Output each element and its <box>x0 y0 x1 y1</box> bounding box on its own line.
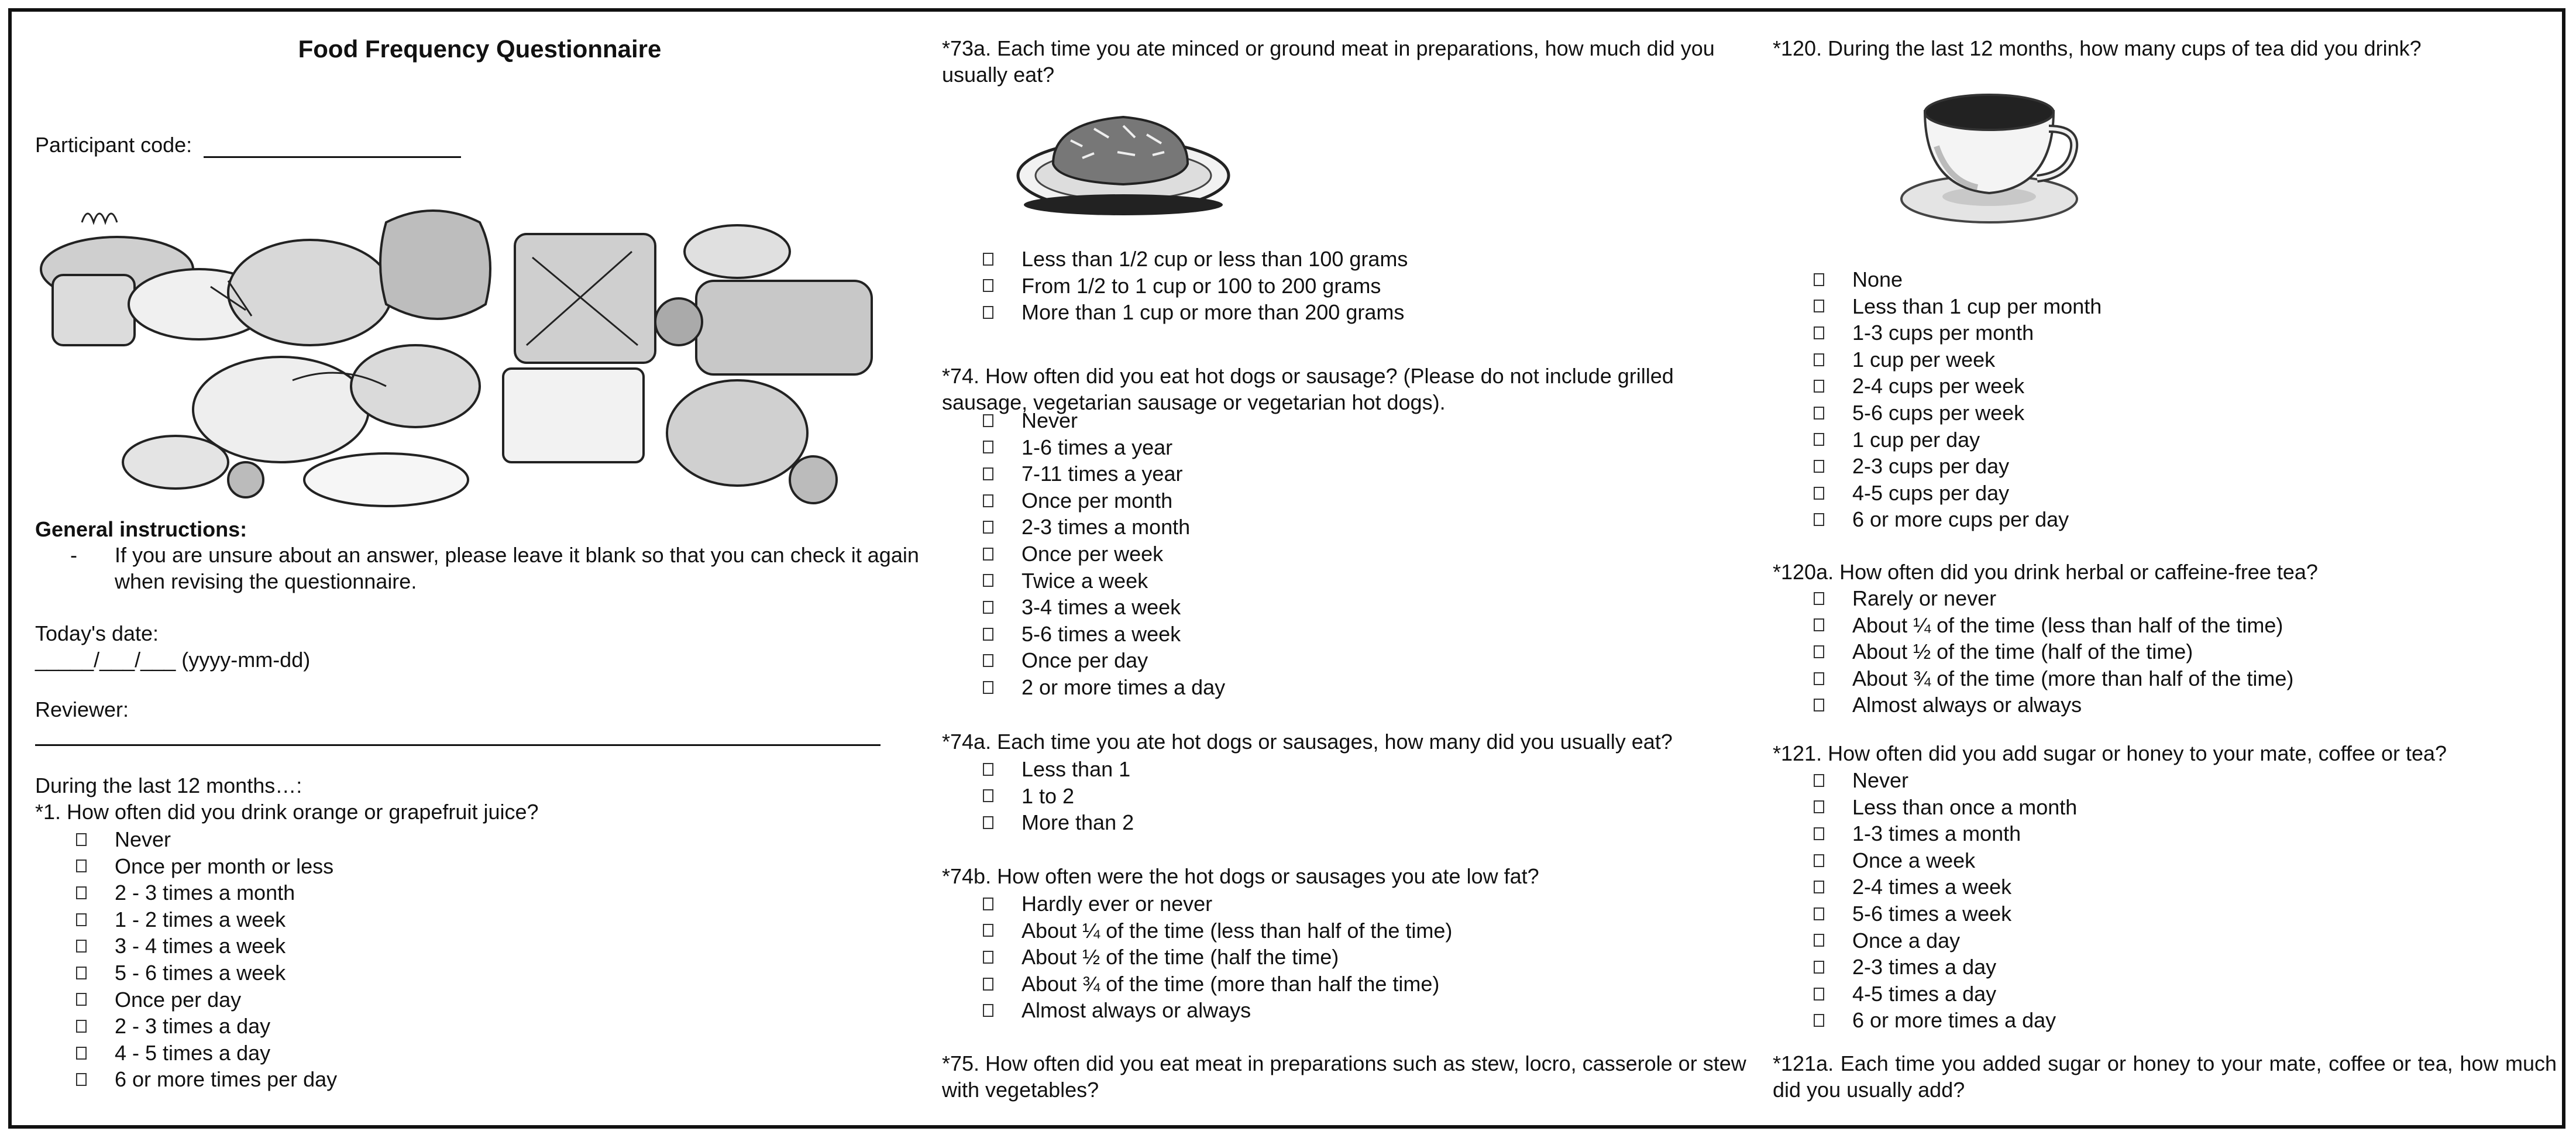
questionnaire-page <box>8 8 2565 1129</box>
q120-option-label: 4-5 cups per day <box>1852 480 2010 505</box>
checkbox-icon[interactable] <box>76 1047 87 1060</box>
q74b-text: *74b. How often were the hot dogs or sausages you ate low fat? <box>942 864 1539 888</box>
q74-option-label: Once per week <box>1022 541 1164 566</box>
q74-option[interactable] <box>983 568 1225 594</box>
reviewer-field[interactable] <box>35 744 881 746</box>
q74-option[interactable] <box>983 460 1225 487</box>
q73a-text: *73a. Each time you ate minced or ground meat in preparations, how much did you usually eat? <box>942 36 1715 87</box>
q121-option[interactable] <box>1814 900 2077 927</box>
q1-option-label: 4 - 5 times a day <box>115 1040 271 1065</box>
q74a-option-label: More than 2 <box>1022 810 1134 835</box>
q120-option[interactable] <box>1814 427 2102 453</box>
todays-date-field[interactable]: _____/___/___ (yyyy-mm-dd) <box>35 648 311 672</box>
q1-option[interactable] <box>76 986 337 1013</box>
checkbox-icon[interactable] <box>1814 672 1824 685</box>
q120-option[interactable] <box>1814 293 2102 320</box>
checkbox-icon[interactable] <box>1814 513 1824 526</box>
q1-option-label: 6 or more times per day <box>115 1067 338 1092</box>
participant-code-row <box>35 132 461 158</box>
q73a-option[interactable] <box>983 273 1408 300</box>
q121-option-label: 1-3 times a month <box>1852 821 2021 846</box>
q74b-option-label: About ½ of the time (half the time) <box>1022 945 1339 969</box>
checkbox-icon[interactable] <box>1814 487 1824 500</box>
q120a-options <box>1814 585 2293 718</box>
q121-option[interactable] <box>1814 1007 2077 1034</box>
checkbox-icon[interactable] <box>1814 774 1824 787</box>
checkbox-icon[interactable] <box>76 967 87 979</box>
q74-option-label: Never <box>1022 408 1078 432</box>
page-title: Food Frequency Questionnaire <box>298 35 662 63</box>
checkbox-icon[interactable] <box>1814 827 1824 840</box>
checkbox-icon[interactable] <box>983 521 993 534</box>
q73a-option-label: Less than 1/2 cup or less than 100 grams <box>1022 247 1408 271</box>
q73a-option[interactable] <box>983 299 1408 326</box>
checkbox-icon[interactable] <box>1814 800 1824 813</box>
todays-date-label: Today's date: <box>35 621 159 645</box>
checkbox-icon[interactable] <box>983 789 993 802</box>
q74-option-label: 5-6 times a week <box>1022 621 1181 646</box>
q120-option[interactable] <box>1814 346 2102 373</box>
q74b-option[interactable] <box>983 891 1452 917</box>
q74-option[interactable] <box>983 487 1225 514</box>
q74-text: *74. How often did you eat hot dogs or sausage? (Please do not include grilled sausage, vegetarian sausage or vegetarian hot dogs). <box>942 364 1674 414</box>
q1-option[interactable] <box>76 1013 337 1040</box>
q120a-text: *120a. How often did you drink herbal or caffeine-free tea? <box>1773 560 2318 584</box>
q120a-option[interactable] <box>1814 612 2293 639</box>
q120-option-label: 2-3 cups per day <box>1852 454 2010 479</box>
q74-option-label: Once per month <box>1022 488 1173 513</box>
q1-option-label: 2 - 3 times a day <box>115 1014 271 1039</box>
q74-option[interactable] <box>983 621 1225 648</box>
q74-option[interactable] <box>983 594 1225 621</box>
checkbox-icon[interactable] <box>983 574 993 587</box>
q74a-option[interactable] <box>983 783 1134 810</box>
q120-option[interactable] <box>1814 266 2102 293</box>
q121-option[interactable] <box>1814 767 2077 794</box>
q121-option[interactable] <box>1814 981 2077 1008</box>
tea-cup-illustration <box>1896 82 2083 228</box>
checkbox-icon[interactable] <box>983 279 993 292</box>
checkbox-icon[interactable] <box>1814 592 1824 605</box>
during-last-12-months: During the last 12 months…: <box>35 773 302 797</box>
q120-option[interactable] <box>1814 453 2102 480</box>
checkbox-icon[interactable] <box>983 601 993 614</box>
checkbox-icon[interactable] <box>983 253 993 266</box>
q1-option-label: Once per month or less <box>115 854 334 878</box>
q74-option[interactable] <box>983 514 1225 541</box>
q121-option-label: 6 or more times a day <box>1852 1008 2056 1033</box>
q73a-option-label: More than 1 cup or more than 200 grams <box>1022 300 1405 325</box>
q74-option-label: 2-3 times a month <box>1022 515 1191 539</box>
q120-option[interactable] <box>1814 480 2102 507</box>
q74b-option[interactable] <box>983 944 1452 971</box>
q74-option-label: Twice a week <box>1022 568 1148 593</box>
q75-text: *75. How often did you eat meat in preparations such as stew, locro, casserole or stew with vegetables? <box>942 1051 1746 1102</box>
q74-option[interactable] <box>983 674 1225 701</box>
checkbox-icon[interactable] <box>983 467 993 480</box>
checkbox-icon[interactable] <box>1814 934 1824 947</box>
q120-options <box>1814 266 2102 533</box>
q120-option-label: None <box>1852 267 1903 291</box>
q1-option[interactable] <box>76 1066 337 1093</box>
checkbox-icon[interactable] <box>1814 907 1824 920</box>
q120-option-label: Less than 1 cup per month <box>1852 294 2102 318</box>
q120-option-label: 2-4 cups per week <box>1852 374 2025 398</box>
q74a-option[interactable] <box>983 809 1134 836</box>
checkbox-icon[interactable] <box>1814 300 1824 312</box>
checkbox-icon[interactable] <box>1814 433 1824 446</box>
checkbox-icon[interactable] <box>1814 460 1824 473</box>
q74b-option-label: About ¼ of the time (less than half of the time) <box>1022 918 1453 943</box>
q121-text: *121. How often did you add sugar or honey to your mate, coffee or tea? <box>1773 741 2447 765</box>
q74-option-label: Once per day <box>1022 648 1148 673</box>
checkbox-icon[interactable] <box>983 306 993 319</box>
checkbox-icon[interactable] <box>983 763 993 776</box>
checkbox-icon[interactable] <box>1814 988 1824 1001</box>
q120-text: *120. During the last 12 months, how many cups of tea did you drink? <box>1773 36 2422 60</box>
checkbox-icon[interactable] <box>983 441 993 453</box>
q1-option-label: 2 - 3 times a month <box>115 881 295 905</box>
checkbox-icon[interactable] <box>983 924 993 937</box>
q120-option[interactable] <box>1814 319 2102 346</box>
q121-option[interactable] <box>1814 820 2077 847</box>
checkbox-icon[interactable] <box>1814 961 1824 974</box>
q74b-option-label: Hardly ever or never <box>1022 892 1213 916</box>
checkbox-icon[interactable] <box>1814 407 1824 420</box>
q120a-option[interactable] <box>1814 692 2293 718</box>
checkbox-icon[interactable] <box>983 494 993 507</box>
q74b-option[interactable] <box>983 917 1452 944</box>
instruction-text: If you are unsure about an answer, please leave it blank so that you can check it again when revising the questionnaire. <box>115 543 919 593</box>
q120-option-label: 1 cup per week <box>1852 347 1996 372</box>
checkbox-icon[interactable] <box>1814 353 1824 366</box>
checkbox-icon[interactable] <box>1814 645 1824 658</box>
q74-option[interactable] <box>983 434 1225 461</box>
q121-option-label: 4-5 times a day <box>1852 981 1997 1006</box>
q121-option[interactable] <box>1814 927 2077 954</box>
food-collage-illustration <box>35 187 895 515</box>
q1-option-label: Once per day <box>115 987 242 1012</box>
general-instructions-heading: General instructions: <box>35 517 247 541</box>
q120a-option-label: Almost always or always <box>1852 693 2082 717</box>
q74b-options <box>983 891 1452 1024</box>
q74b-option-label: Almost always or always <box>1022 998 1251 1023</box>
q120-option-label: 6 or more cups per day <box>1852 507 2069 532</box>
q1-option[interactable] <box>76 933 337 960</box>
q74-option-label: 1-6 times a year <box>1022 435 1173 459</box>
q74-option-label: 3-4 times a week <box>1022 595 1181 620</box>
checkbox-icon[interactable] <box>1814 854 1824 867</box>
q121-option-label: 5-6 times a week <box>1852 901 2012 926</box>
q121a-text: *121a. Each time you added sugar or honey to your mate, coffee or tea, how much did you usually add? <box>1773 1051 2557 1102</box>
checkbox-icon[interactable] <box>1814 881 1824 893</box>
q74-option[interactable] <box>983 647 1225 674</box>
q74a-options <box>983 756 1134 836</box>
instruction-dash: - <box>70 543 77 567</box>
checkbox-icon[interactable] <box>76 833 87 846</box>
checkbox-icon[interactable] <box>1814 618 1824 631</box>
q74b-option[interactable] <box>983 997 1452 1024</box>
q74a-option-label: Less than 1 <box>1022 757 1131 781</box>
q120a-option[interactable] <box>1814 585 2293 612</box>
checkbox-icon[interactable] <box>983 1004 993 1017</box>
q1-text: *1. How often did you drink orange or grapefruit juice? <box>35 800 539 824</box>
checkbox-icon[interactable] <box>983 978 993 991</box>
q73a-options <box>983 246 1408 326</box>
q74-options <box>983 407 1225 701</box>
checkbox-icon[interactable] <box>76 1073 87 1086</box>
q121-option-label: Once a day <box>1852 928 1961 953</box>
q120-option[interactable] <box>1814 373 2102 400</box>
q120-option-label: 5-6 cups per week <box>1852 400 2025 425</box>
reviewer-label: Reviewer: <box>35 697 129 721</box>
q120a-option-label: About ¼ of the time (less than half of the time) <box>1852 613 2283 637</box>
q73a-option-label: From 1/2 to 1 cup or 100 to 200 grams <box>1022 273 1381 298</box>
checkbox-icon[interactable] <box>983 628 993 641</box>
q74a-option[interactable] <box>983 756 1134 783</box>
q121-option[interactable] <box>1814 794 2077 821</box>
checkbox-icon[interactable] <box>1814 380 1824 393</box>
q121-option[interactable] <box>1814 954 2077 981</box>
q120a-option-label: About ½ of the time (half of the time) <box>1852 640 2193 664</box>
meat-plate-illustration <box>1012 94 1234 222</box>
q1-option[interactable] <box>76 1040 337 1067</box>
q120-option[interactable] <box>1814 400 2102 427</box>
checkbox-icon[interactable] <box>76 913 87 926</box>
q1-option[interactable] <box>76 826 337 853</box>
q74b-option[interactable] <box>983 971 1452 998</box>
q120a-option[interactable] <box>1814 638 2293 665</box>
q120a-option-label: About ¾ of the time (more than half of the time) <box>1852 666 2294 690</box>
q120a-option-label: Rarely or never <box>1852 586 1997 610</box>
q1-option-label: 3 - 4 times a week <box>115 934 286 958</box>
checkbox-icon[interactable] <box>76 886 87 899</box>
q1-option[interactable] <box>76 906 337 933</box>
q74a-option-label: 1 to 2 <box>1022 783 1075 808</box>
q121-option-label: Less than once a month <box>1852 795 2078 819</box>
q74a-text: *74a. Each time you ate hot dogs or sausages, how many did you usually eat? <box>942 730 1673 754</box>
q120-option[interactable] <box>1814 506 2102 533</box>
q120-option-label: 1-3 cups per month <box>1852 321 2034 345</box>
checkbox-icon[interactable] <box>1814 326 1824 339</box>
checkbox-icon[interactable] <box>76 1020 87 1033</box>
q1-option-label: 1 - 2 times a week <box>115 907 286 931</box>
q121-option-label: 2-4 times a week <box>1852 875 2012 899</box>
checkbox-icon[interactable] <box>983 898 993 910</box>
q74-option[interactable] <box>983 541 1225 568</box>
q121-option-label: 2-3 times a day <box>1852 955 1997 979</box>
checkbox-icon[interactable] <box>1814 699 1824 711</box>
participant-code-label: Participant code: <box>35 133 192 157</box>
checkbox-icon[interactable] <box>983 414 993 427</box>
participant-code-field[interactable] <box>204 135 461 158</box>
checkbox-icon[interactable] <box>983 816 993 829</box>
checkbox-icon[interactable] <box>76 940 87 953</box>
q121-option[interactable] <box>1814 847 2077 874</box>
checkbox-icon[interactable] <box>983 951 993 964</box>
checkbox-icon[interactable] <box>983 681 993 694</box>
checkbox-icon[interactable] <box>983 654 993 667</box>
q73a-option[interactable] <box>983 246 1408 273</box>
checkbox-icon[interactable] <box>983 548 993 561</box>
q121-option-label: Never <box>1852 768 1909 792</box>
checkbox-icon[interactable] <box>1814 273 1824 286</box>
q121-option[interactable] <box>1814 874 2077 900</box>
q74-option-label: 7-11 times a year <box>1022 462 1183 486</box>
q74-option[interactable] <box>983 407 1225 434</box>
q1-option-label: Never <box>115 827 171 851</box>
q121-option-label: Once a week <box>1852 848 1976 872</box>
checkbox-icon[interactable] <box>1814 1014 1824 1027</box>
q74-option-label: 2 or more times a day <box>1022 675 1226 699</box>
checkbox-icon[interactable] <box>76 993 87 1006</box>
checkbox-icon[interactable] <box>76 859 87 872</box>
q1-option[interactable] <box>76 879 337 906</box>
q74b-option-label: About ¾ of the time (more than half the time) <box>1022 971 1440 996</box>
q120a-option[interactable] <box>1814 665 2293 692</box>
q1-option-label: 5 - 6 times a week <box>115 960 286 985</box>
q1-options <box>76 826 337 1093</box>
q1-option[interactable] <box>76 853 337 880</box>
q1-option[interactable] <box>76 960 337 986</box>
q121-options <box>1814 767 2077 1034</box>
q120-option-label: 1 cup per day <box>1852 427 1980 452</box>
